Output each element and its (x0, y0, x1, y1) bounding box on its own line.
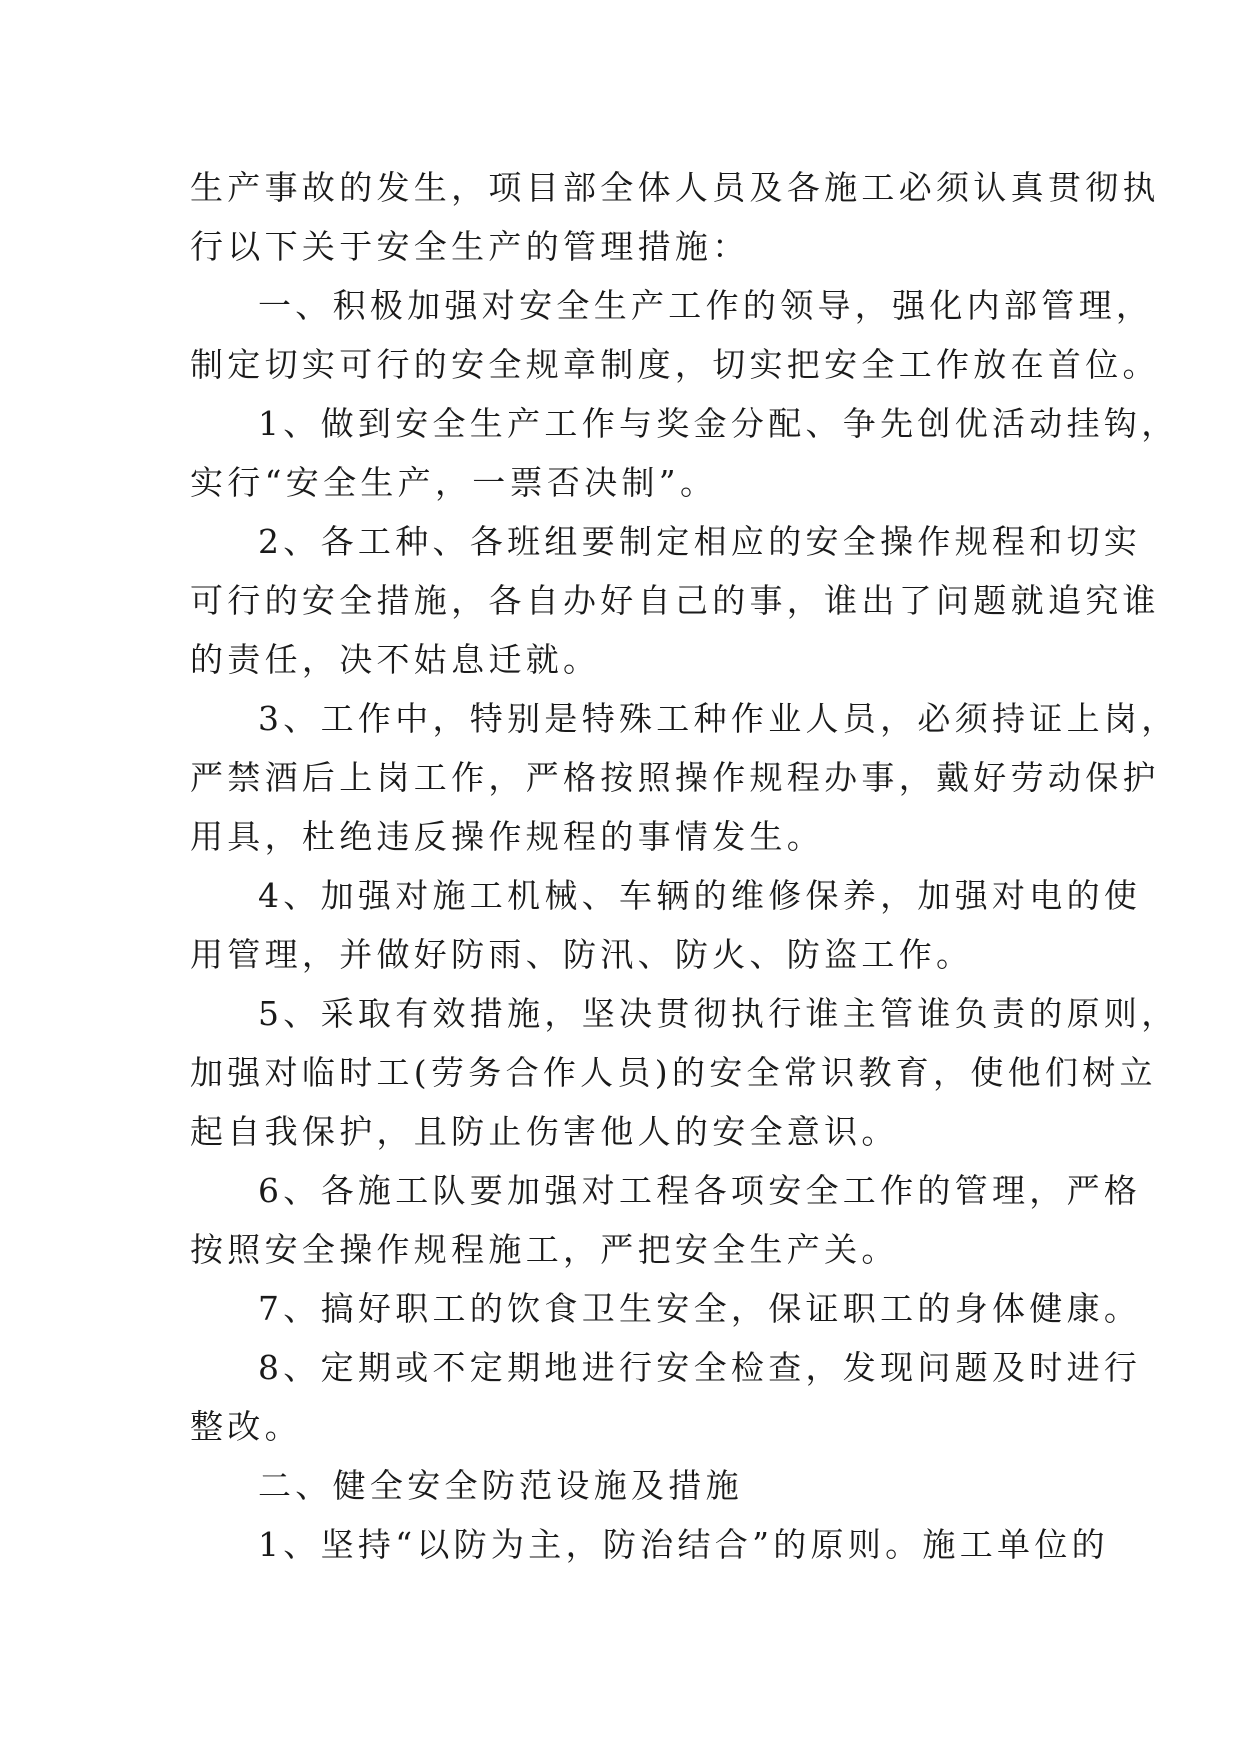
section-heading: 二、健全安全防范设施及措施 (258, 1466, 743, 1505)
text-line: 行以下关于安全生产的管理措施： (190, 227, 750, 266)
list-item: 1、做到安全生产工作与奖金分配、争先创优活动挂钩， (258, 404, 1179, 443)
text-line: 制定切实可行的安全规章制度，切实把安全工作放在首位。 (190, 345, 1160, 384)
text-line: 用管理，并做好防雨、防汛、防火、防盗工作。 (190, 935, 974, 974)
text-line: 用具，杜绝违反操作规程的事情发生。 (190, 817, 825, 856)
text-line: 起自我保护，且防止伤害他人的安全意识。 (190, 1112, 899, 1151)
list-item: 7、搞好职工的饮食卫生安全，保证职工的身体健康。 (258, 1289, 1142, 1328)
text-line: 加强对临时工(劳务合作人员)的安全常识教育，使他们树立 (190, 1053, 1157, 1092)
list-item: 5、采取有效措施，坚决贯彻执行谁主管谁负责的原则， (258, 994, 1179, 1033)
text-line: 严禁酒后上岗工作，严格按照操作规程办事，戴好劳动保护 (190, 758, 1160, 797)
list-item: 4、加强对施工机械、车辆的维修保养，加强对电的使 (258, 876, 1142, 915)
text-line: 生产事故的发生，项目部全体人员及各施工必须认真贯彻执 (190, 168, 1160, 207)
text-line: 实行“安全生产，一票否决制”。 (190, 463, 718, 502)
list-item: 8、定期或不定期地进行安全检查，发现问题及时进行 (258, 1348, 1142, 1387)
text-line: 可行的安全措施，各自办好自己的事，谁出了问题就追究谁 (190, 581, 1160, 620)
section-heading: 一、积极加强对安全生产工作的领导，强化内部管理， (258, 286, 1154, 325)
text-line: 按照安全操作规程施工，严把安全生产关。 (190, 1230, 899, 1269)
text-line: 的责任，决不姑息迁就。 (190, 640, 601, 679)
list-item: 6、各施工队要加强对工程各项安全工作的管理，严格 (258, 1171, 1142, 1210)
list-item: 2、各工种、各班组要制定相应的安全操作规程和切实 (258, 522, 1142, 561)
list-item: 3、工作中，特别是特殊工种作业人员，必须持证上岗， (258, 699, 1179, 738)
text-line: 整改。 (190, 1407, 302, 1446)
body-text (190, 158, 1179, 1574)
list-item: 1、坚持“以防为主，防治结合”的原则。施工单位的 (258, 1525, 1109, 1564)
